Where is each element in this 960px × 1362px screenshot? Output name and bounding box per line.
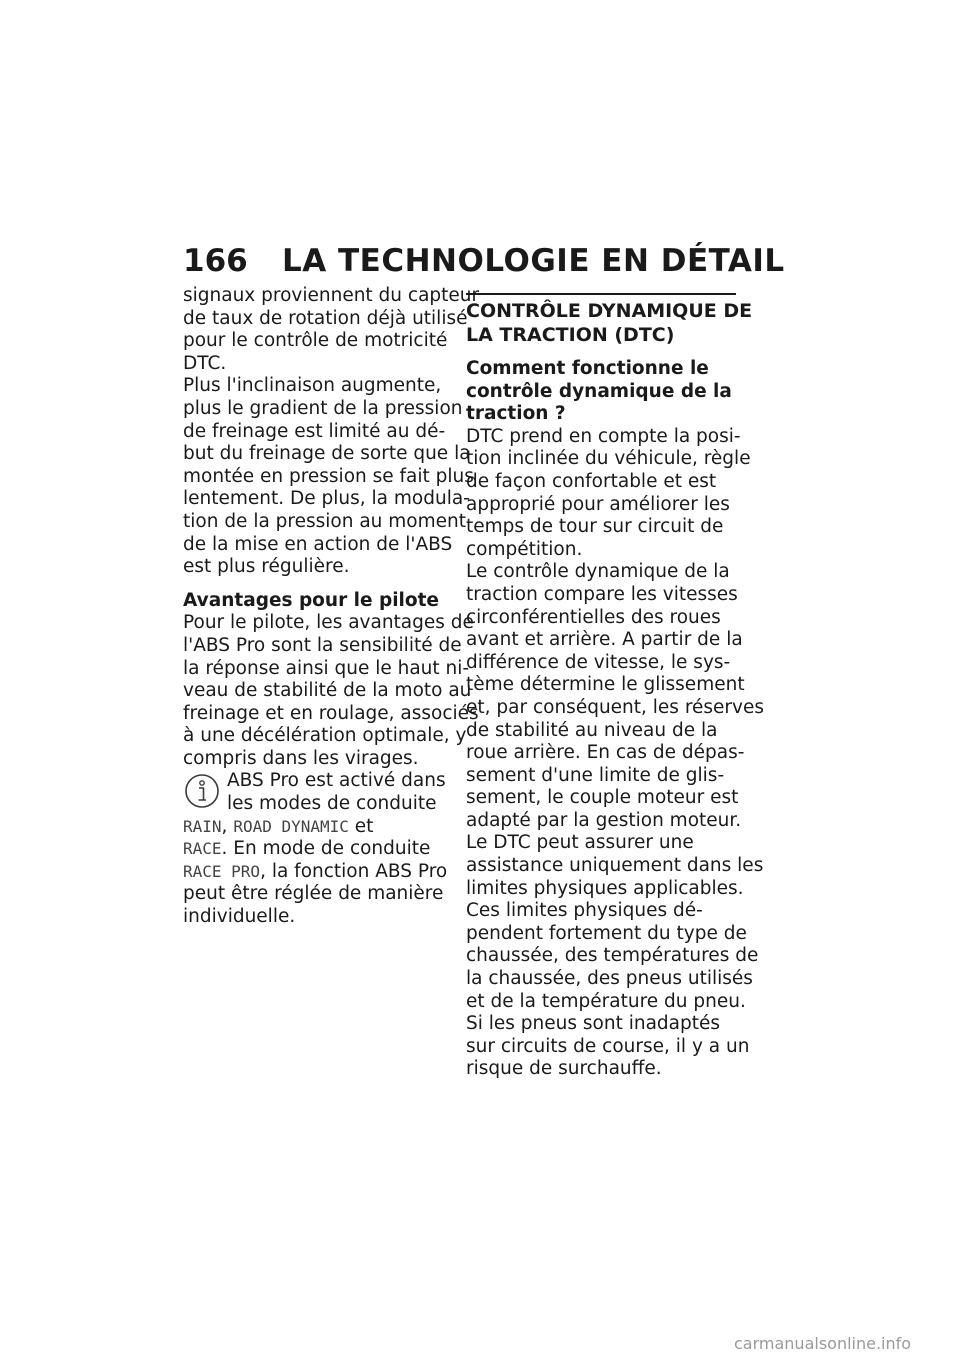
paragraph-dtc-inclination <box>466 425 751 562</box>
text-line: de la mise en action de l'ABS <box>183 533 453 555</box>
text-line: approprié pour améliorer les <box>466 493 730 515</box>
text-line: Le DTC peut assurer une <box>466 832 694 854</box>
info-icon <box>183 772 221 810</box>
text-line: tion de la pression au moment <box>183 510 467 532</box>
section-title-line: CONTRÔLE DYNAMIQUE DE <box>466 300 753 322</box>
info-text: , la fonction ABS Pro <box>260 860 448 882</box>
text-line: adapté par la gestion moteur. <box>466 809 742 831</box>
text-line: veau de stabilité de la moto au <box>183 680 472 702</box>
text-line: tion inclinée du véhicule, règle <box>466 448 751 470</box>
info-note <box>183 770 448 928</box>
left-column <box>183 285 480 929</box>
paragraph-dtc-compare <box>466 561 765 832</box>
text-line: circonférentielles des roues <box>466 606 721 628</box>
info-line: ABS Pro est activé dans <box>227 770 446 792</box>
text-line: sur circuits de course, il y a un <box>466 1035 750 1057</box>
sub-heading-line: traction ? <box>466 403 566 425</box>
text-line: la chaussée, des pneus utilisés <box>466 968 753 990</box>
info-text: . En mode de conduite <box>221 838 431 860</box>
text-line: DTC. <box>183 352 227 374</box>
text-line: et de la température du pneu. <box>466 990 746 1012</box>
chapter-title: LA TECHNOLOGIE EN DÉTAIL <box>282 243 785 279</box>
info-line: individuelle. <box>183 906 296 928</box>
text-line: temps de tour sur circuit de <box>466 516 724 538</box>
text-line: de façon confortable et est <box>466 470 717 492</box>
heading-avantages <box>183 590 448 613</box>
text-line: de stabilité au niveau de la <box>466 719 718 741</box>
text-line: sement, le couple moteur est <box>466 787 739 809</box>
text-line: signaux proviennent du capteur <box>183 285 480 306</box>
mode-race: RACE <box>183 839 222 859</box>
info-line: peut être réglée de manière <box>183 883 444 905</box>
text-line: freinage et en roulage, associés <box>183 702 479 724</box>
text-line: avant et arrière. A partir de la <box>466 629 743 651</box>
mode-rain: RAIN <box>183 816 222 836</box>
info-comma: , <box>221 815 228 837</box>
text-line: DTC prend en compte la posi- <box>466 425 741 447</box>
text-line: plus le gradient de la pression <box>183 397 463 419</box>
text-line: chaussée, des températures de <box>466 945 759 967</box>
text-line: risque de surchauffe. <box>466 1058 662 1080</box>
text-line: Plus l'inclinaison augmente, <box>183 375 442 397</box>
info-et: et <box>354 815 374 837</box>
text-line: assistance uniquement dans les <box>466 855 764 877</box>
text-line: pendent fortement du type de <box>466 922 747 944</box>
page-number: 166 <box>183 243 248 279</box>
text-line: Pour le pilote, les avantages de <box>183 612 474 634</box>
text-line: sement d'une limite de glis- <box>466 764 725 786</box>
text-line: de freinage est limité au dé- <box>183 420 446 442</box>
section-title-line: LA TRACTION (DTC) <box>466 324 675 346</box>
text-line: pour le contrôle de motricité <box>183 330 448 352</box>
section-title <box>466 299 753 347</box>
info-line: les modes de conduite <box>227 793 437 815</box>
heading-text: Avantages pour le pilote <box>183 589 439 611</box>
text-line: compris dans les virages. <box>183 747 419 769</box>
sub-heading-how <box>466 358 736 426</box>
text-line: à une décélération optimale, y <box>183 725 467 747</box>
text-line: lentement. De plus, la modula- <box>183 488 470 510</box>
paragraph-sensor <box>183 285 480 375</box>
text-line: montée en pression se fait plus <box>183 465 474 487</box>
text-line: est plus régulière. <box>183 556 350 578</box>
paragraph-inclination <box>183 375 474 578</box>
text-line: l'ABS Pro sont la sensibilité de <box>183 634 462 656</box>
text-line: Si les pneus sont inadaptés <box>466 1013 721 1035</box>
sub-heading-line: contrôle dynamique de la <box>466 380 732 402</box>
text-line: tème détermine le glissement <box>466 674 745 696</box>
text-line: la réponse ainsi que le haut ni- <box>183 657 470 679</box>
text-line: et, par conséquent, les réserves <box>466 696 765 718</box>
right-column <box>466 285 765 1081</box>
section-divider <box>466 293 753 347</box>
text-line: roue arrière. En cas de dépas- <box>466 742 745 764</box>
text-line: traction compare les vitesses <box>466 583 738 605</box>
mode-race-pro: RACE PRO <box>183 861 261 881</box>
paragraph-dtc-limits <box>466 832 764 1081</box>
paragraph-avantages <box>183 612 479 770</box>
text-line: de taux de rotation déjà utilisé <box>183 307 468 329</box>
text-line: Ces limites physiques dé- <box>466 900 703 922</box>
sub-heading-line: Comment fonctionne le <box>466 358 709 379</box>
text-line: Le contrôle dynamique de la <box>466 561 730 583</box>
mode-road-dynamic: ROAD DYNAMIC <box>233 816 349 836</box>
text-line: différence de vitesse, le sys- <box>466 651 731 673</box>
text-line: compétition. <box>466 538 583 560</box>
text-line: but du freinage de sorte que la <box>183 443 471 465</box>
text-line: limites physiques applicables. <box>466 877 744 899</box>
watermark: carmanualsonline.info <box>734 1334 912 1353</box>
